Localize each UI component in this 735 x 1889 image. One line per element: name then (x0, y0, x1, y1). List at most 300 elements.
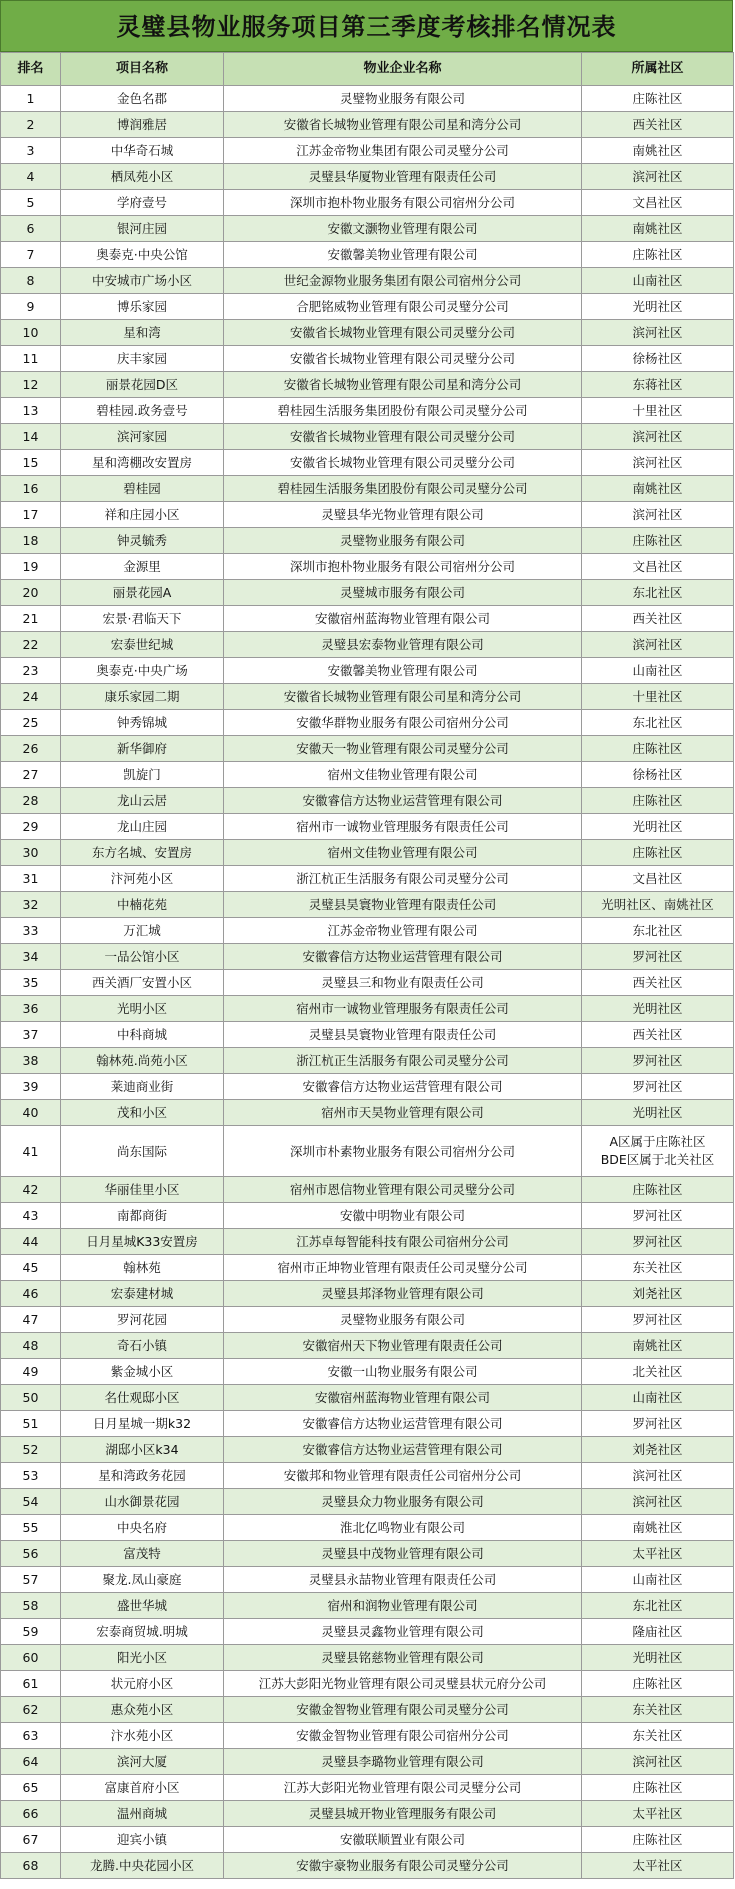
table-row (1, 1333, 734, 1359)
cell-company: 安徽华群物业服务有限公司宿州分公司 (224, 710, 582, 736)
cell-community: 庄陈社区 (582, 86, 734, 112)
cell-rank: 9 (1, 294, 61, 320)
table-row (1, 632, 734, 658)
cell-rank: 18 (1, 528, 61, 554)
cell-project: 盛世华城 (61, 1593, 224, 1619)
cell-project: 南都商街 (61, 1203, 224, 1229)
table-row (1, 112, 734, 138)
cell-company: 安徽睿信方达物业运营管理有限公司 (224, 1411, 582, 1437)
cell-rank: 58 (1, 1593, 61, 1619)
cell-rank: 49 (1, 1359, 61, 1385)
cell-project: 尚东国际 (61, 1126, 224, 1177)
cell-rank: 39 (1, 1074, 61, 1100)
cell-rank: 41 (1, 1126, 61, 1177)
cell-community: 庄陈社区 (582, 528, 734, 554)
cell-company: 安徽邦和物业管理有限责任公司宿州分公司 (224, 1463, 582, 1489)
cell-company: 灵璧县华厦物业管理有限责任公司 (224, 164, 582, 190)
cell-community: 东北社区 (582, 918, 734, 944)
table-row (1, 294, 734, 320)
cell-project: 翰林苑 (61, 1255, 224, 1281)
table-row (1, 320, 734, 346)
cell-community: 东蒋社区 (582, 372, 734, 398)
cell-project: 中华奇石城 (61, 138, 224, 164)
cell-community: 光明社区 (582, 814, 734, 840)
cell-project: 华丽佳里小区 (61, 1177, 224, 1203)
cell-company: 灵璧县昊寰物业管理有限责任公司 (224, 892, 582, 918)
cell-company: 安徽省长城物业管理有限公司星和湾分公司 (224, 684, 582, 710)
table-row (1, 580, 734, 606)
table-row (1, 1593, 734, 1619)
cell-community: 庄陈社区 (582, 1827, 734, 1853)
cell-project: 日月星城一期k32 (61, 1411, 224, 1437)
cell-community: 光明社区 (582, 996, 734, 1022)
cell-community: 光明社区 (582, 1645, 734, 1671)
cell-project: 山水御景花园 (61, 1489, 224, 1515)
table-row (1, 1853, 734, 1879)
cell-company: 安徽宿州蓝海物业管理有限公司 (224, 1385, 582, 1411)
cell-community: 罗河社区 (582, 1411, 734, 1437)
cell-project: 钟灵毓秀 (61, 528, 224, 554)
cell-community: 罗河社区 (582, 1074, 734, 1100)
cell-project: 富康首府小区 (61, 1775, 224, 1801)
cell-company: 江苏金帝物业集团有限公司灵璧分公司 (224, 138, 582, 164)
table-row (1, 1489, 734, 1515)
cell-company: 江苏大彭阳光物业管理有限公司灵璧县状元府分公司 (224, 1671, 582, 1697)
table-row (1, 1359, 734, 1385)
cell-rank: 59 (1, 1619, 61, 1645)
cell-project: 宏泰建材城 (61, 1281, 224, 1307)
cell-community: 南姚社区 (582, 476, 734, 502)
cell-project: 阳光小区 (61, 1645, 224, 1671)
cell-company: 世纪金源物业服务集团有限公司宿州分公司 (224, 268, 582, 294)
cell-rank: 20 (1, 580, 61, 606)
cell-project: 星和湾 (61, 320, 224, 346)
cell-rank: 48 (1, 1333, 61, 1359)
cell-project: 迎宾小镇 (61, 1827, 224, 1853)
cell-company: 深圳市抱朴物业服务有限公司宿州分公司 (224, 554, 582, 580)
cell-company: 安徽中明物业有限公司 (224, 1203, 582, 1229)
cell-community: 滨河社区 (582, 164, 734, 190)
table-row (1, 1307, 734, 1333)
table-row (1, 164, 734, 190)
table-row (1, 1619, 734, 1645)
cell-company: 浙江杭正生活服务有限公司灵璧分公司 (224, 866, 582, 892)
cell-project: 银河庄园 (61, 216, 224, 242)
table-row (1, 918, 734, 944)
cell-project: 光明小区 (61, 996, 224, 1022)
cell-community: 山南社区 (582, 658, 734, 684)
table-row (1, 1541, 734, 1567)
cell-rank: 17 (1, 502, 61, 528)
cell-company: 安徽睿信方达物业运营管理有限公司 (224, 944, 582, 970)
cell-community: 太平社区 (582, 1801, 734, 1827)
cell-rank: 67 (1, 1827, 61, 1853)
table-row (1, 190, 734, 216)
table-row (1, 996, 734, 1022)
cell-community: 西关社区 (582, 112, 734, 138)
table-row (1, 1671, 734, 1697)
cell-company: 安徽省长城物业管理有限公司灵璧分公司 (224, 424, 582, 450)
cell-community: 庄陈社区 (582, 242, 734, 268)
table-row (1, 86, 734, 112)
cell-project: 博乐家园 (61, 294, 224, 320)
cell-company: 浙江杭正生活服务有限公司灵璧分公司 (224, 1048, 582, 1074)
cell-rank: 34 (1, 944, 61, 970)
cell-community: 滨河社区 (582, 502, 734, 528)
cell-project: 名仕观邸小区 (61, 1385, 224, 1411)
header-company: 物业企业名称 (224, 53, 582, 86)
cell-company: 安徽天一物业管理有限公司灵璧分公司 (224, 736, 582, 762)
cell-project: 星和湾政务花园 (61, 1463, 224, 1489)
cell-project: 宏景·君临天下 (61, 606, 224, 632)
cell-community: 文昌社区 (582, 190, 734, 216)
cell-company: 深圳市抱朴物业服务有限公司宿州分公司 (224, 190, 582, 216)
cell-rank: 47 (1, 1307, 61, 1333)
cell-rank: 50 (1, 1385, 61, 1411)
cell-community: 罗河社区 (582, 1048, 734, 1074)
cell-project: 温州商城 (61, 1801, 224, 1827)
cell-project: 聚龙.凤山豪庭 (61, 1567, 224, 1593)
header-rank: 排名 (1, 53, 61, 86)
cell-rank: 32 (1, 892, 61, 918)
table-row (1, 1281, 734, 1307)
cell-community: 太平社区 (582, 1541, 734, 1567)
table-row (1, 502, 734, 528)
table-row (1, 372, 734, 398)
header-community: 所属社区 (582, 53, 734, 86)
cell-company: 灵璧物业服务有限公司 (224, 1307, 582, 1333)
cell-company: 安徽省长城物业管理有限公司星和湾分公司 (224, 372, 582, 398)
cell-project: 东方名城、安置房 (61, 840, 224, 866)
cell-project: 凯旋门 (61, 762, 224, 788)
cell-rank: 6 (1, 216, 61, 242)
cell-company: 安徽省长城物业管理有限公司灵璧分公司 (224, 320, 582, 346)
cell-community: 文昌社区 (582, 866, 734, 892)
cell-company: 灵璧县三和物业有限责任公司 (224, 970, 582, 996)
cell-company: 安徽馨美物业管理有限公司 (224, 242, 582, 268)
cell-rank: 31 (1, 866, 61, 892)
cell-company: 宿州市一诚物业管理服务有限责任公司 (224, 814, 582, 840)
table-row (1, 1255, 734, 1281)
cell-community: 东关社区 (582, 1723, 734, 1749)
table-row (1, 606, 734, 632)
table-row (1, 1775, 734, 1801)
cell-rank: 4 (1, 164, 61, 190)
table-row (1, 1100, 734, 1126)
cell-project: 汴河苑小区 (61, 866, 224, 892)
cell-community: 西关社区 (582, 1022, 734, 1048)
cell-rank: 7 (1, 242, 61, 268)
cell-rank: 42 (1, 1177, 61, 1203)
cell-project: 中楠花苑 (61, 892, 224, 918)
cell-community: 南姚社区 (582, 138, 734, 164)
cell-community: 十里社区 (582, 398, 734, 424)
cell-rank: 24 (1, 684, 61, 710)
cell-project: 惠众苑小区 (61, 1697, 224, 1723)
cell-project: 莱迪商业街 (61, 1074, 224, 1100)
cell-project: 碧桂园.政务壹号 (61, 398, 224, 424)
cell-community: 罗河社区 (582, 1203, 734, 1229)
cell-project: 西关酒厂安置小区 (61, 970, 224, 996)
cell-community: 庄陈社区 (582, 788, 734, 814)
cell-company: 宿州文佳物业管理有限公司 (224, 762, 582, 788)
cell-community: 光明社区 (582, 294, 734, 320)
cell-rank: 13 (1, 398, 61, 424)
cell-project: 奇石小镇 (61, 1333, 224, 1359)
cell-company: 宿州文佳物业管理有限公司 (224, 840, 582, 866)
cell-company: 宿州和润物业管理有限公司 (224, 1593, 582, 1619)
cell-company: 安徽省长城物业管理有限公司灵璧分公司 (224, 346, 582, 372)
cell-project: 宏泰世纪城 (61, 632, 224, 658)
table-row (1, 1437, 734, 1463)
table-row (1, 1515, 734, 1541)
table-row (1, 1567, 734, 1593)
cell-project: 富茂特 (61, 1541, 224, 1567)
table-row (1, 1723, 734, 1749)
cell-project: 奥泰克·中央公馆 (61, 242, 224, 268)
cell-rank: 26 (1, 736, 61, 762)
cell-rank: 23 (1, 658, 61, 684)
cell-company: 安徽文灏物业管理有限公司 (224, 216, 582, 242)
cell-rank: 56 (1, 1541, 61, 1567)
cell-company: 安徽睿信方达物业运营管理有限公司 (224, 788, 582, 814)
cell-project: 栖凤苑小区 (61, 164, 224, 190)
cell-project: 新华御府 (61, 736, 224, 762)
cell-project: 中安城市广场小区 (61, 268, 224, 294)
cell-rank: 35 (1, 970, 61, 996)
cell-project: 碧桂园 (61, 476, 224, 502)
cell-project: 日月星城K33安置房 (61, 1229, 224, 1255)
cell-project: 祥和庄园小区 (61, 502, 224, 528)
cell-rank: 45 (1, 1255, 61, 1281)
cell-community: 滨河社区 (582, 424, 734, 450)
cell-company: 安徽金智物业管理有限公司灵璧分公司 (224, 1697, 582, 1723)
cell-rank: 8 (1, 268, 61, 294)
cell-community: 罗河社区 (582, 944, 734, 970)
cell-community: 西关社区 (582, 606, 734, 632)
cell-company: 碧桂园生活服务集团股份有限公司灵璧分公司 (224, 398, 582, 424)
table-row (1, 1177, 734, 1203)
cell-rank: 3 (1, 138, 61, 164)
cell-rank: 53 (1, 1463, 61, 1489)
table-row (1, 1645, 734, 1671)
table-row (1, 1229, 734, 1255)
table-row (1, 528, 734, 554)
cell-company: 灵璧物业服务有限公司 (224, 528, 582, 554)
cell-rank: 38 (1, 1048, 61, 1074)
cell-project: 奥泰克·中央广场 (61, 658, 224, 684)
cell-rank: 21 (1, 606, 61, 632)
cell-company: 安徽宇豪物业服务有限公司灵璧分公司 (224, 1853, 582, 1879)
table-body (1, 86, 734, 1879)
table-row (1, 1126, 734, 1177)
cell-community: 山南社区 (582, 1385, 734, 1411)
cell-company: 灵璧县铭慈物业管理有限公司 (224, 1645, 582, 1671)
cell-community: 文昌社区 (582, 554, 734, 580)
table-row (1, 788, 734, 814)
cell-company: 安徽省长城物业管理有限公司星和湾分公司 (224, 112, 582, 138)
table-row (1, 970, 734, 996)
cell-project: 湖邸小区k34 (61, 1437, 224, 1463)
cell-company: 灵璧县中茂物业管理有限公司 (224, 1541, 582, 1567)
cell-community: 东北社区 (582, 580, 734, 606)
cell-community: 徐杨社区 (582, 762, 734, 788)
table-row (1, 1074, 734, 1100)
cell-community: 庄陈社区 (582, 1671, 734, 1697)
cell-company: 安徽省长城物业管理有限公司灵璧分公司 (224, 450, 582, 476)
cell-community: 刘尧社区 (582, 1281, 734, 1307)
cell-rank: 52 (1, 1437, 61, 1463)
cell-rank: 66 (1, 1801, 61, 1827)
sheet-title: 灵璧县物业服务项目第三季度考核排名情况表 (0, 0, 733, 52)
cell-project: 翰林苑.尚苑小区 (61, 1048, 224, 1074)
table-row (1, 346, 734, 372)
cell-rank: 63 (1, 1723, 61, 1749)
cell-company: 灵璧县永喆物业管理有限责任公司 (224, 1567, 582, 1593)
cell-rank: 68 (1, 1853, 61, 1879)
cell-company: 安徽金智物业管理有限公司宿州分公司 (224, 1723, 582, 1749)
cell-company: 安徽睿信方达物业运营管理有限公司 (224, 1437, 582, 1463)
cell-rank: 54 (1, 1489, 61, 1515)
cell-project: 状元府小区 (61, 1671, 224, 1697)
cell-project: 茂和小区 (61, 1100, 224, 1126)
cell-community: 滨河社区 (582, 632, 734, 658)
cell-company: 灵璧县宏泰物业管理有限公司 (224, 632, 582, 658)
cell-project: 宏泰商贸城.明城 (61, 1619, 224, 1645)
cell-rank: 60 (1, 1645, 61, 1671)
cell-rank: 43 (1, 1203, 61, 1229)
cell-community: 滨河社区 (582, 450, 734, 476)
cell-company: 宿州市天昊物业管理有限公司 (224, 1100, 582, 1126)
table-row (1, 1749, 734, 1775)
table-row (1, 684, 734, 710)
cell-rank: 36 (1, 996, 61, 1022)
cell-rank: 37 (1, 1022, 61, 1048)
cell-project: 汴水苑小区 (61, 1723, 224, 1749)
cell-community: 西关社区 (582, 970, 734, 996)
cell-rank: 30 (1, 840, 61, 866)
cell-community: A区属于庄陈社区 BDE区属于北关社区 (582, 1126, 734, 1177)
cell-project: 中科商城 (61, 1022, 224, 1048)
cell-project: 中央名府 (61, 1515, 224, 1541)
table-row (1, 450, 734, 476)
cell-rank: 2 (1, 112, 61, 138)
cell-rank: 19 (1, 554, 61, 580)
table-row (1, 1463, 734, 1489)
cell-community: 南姚社区 (582, 1333, 734, 1359)
table-row (1, 1203, 734, 1229)
cell-rank: 65 (1, 1775, 61, 1801)
cell-company: 安徽睿信方达物业运营管理有限公司 (224, 1074, 582, 1100)
cell-company: 灵璧县昊寰物业管理有限责任公司 (224, 1022, 582, 1048)
cell-project: 滨河大厦 (61, 1749, 224, 1775)
cell-company: 灵璧物业服务有限公司 (224, 86, 582, 112)
table-row (1, 736, 734, 762)
table-row (1, 944, 734, 970)
cell-rank: 29 (1, 814, 61, 840)
cell-company: 灵璧县城开物业管理服务有限公司 (224, 1801, 582, 1827)
cell-community: 太平社区 (582, 1853, 734, 1879)
table-row (1, 398, 734, 424)
table-row (1, 1411, 734, 1437)
table-row (1, 554, 734, 580)
table-row (1, 1385, 734, 1411)
table-row (1, 1697, 734, 1723)
table-row (1, 658, 734, 684)
cell-community: 罗河社区 (582, 1307, 734, 1333)
cell-company: 安徽一山物业服务有限公司 (224, 1359, 582, 1385)
cell-project: 金源里 (61, 554, 224, 580)
cell-company: 合肥铭威物业管理有限公司灵璧分公司 (224, 294, 582, 320)
cell-community: 山南社区 (582, 1567, 734, 1593)
cell-company: 安徽联顺置业有限公司 (224, 1827, 582, 1853)
table-row (1, 840, 734, 866)
table-row (1, 476, 734, 502)
cell-community: 滨河社区 (582, 1489, 734, 1515)
cell-rank: 16 (1, 476, 61, 502)
cell-community: 庄陈社区 (582, 1177, 734, 1203)
cell-rank: 27 (1, 762, 61, 788)
cell-company: 宿州市正坤物业管理有限责任公司灵璧分公司 (224, 1255, 582, 1281)
table-row (1, 242, 734, 268)
cell-project: 万汇城 (61, 918, 224, 944)
cell-community: 东北社区 (582, 1593, 734, 1619)
table-row (1, 1827, 734, 1853)
cell-community: 南姚社区 (582, 216, 734, 242)
cell-community: 罗河社区 (582, 1229, 734, 1255)
cell-company: 宿州市一诚物业管理服务有限责任公司 (224, 996, 582, 1022)
cell-rank: 51 (1, 1411, 61, 1437)
cell-rank: 46 (1, 1281, 61, 1307)
cell-rank: 57 (1, 1567, 61, 1593)
cell-community: 东北社区 (582, 710, 734, 736)
cell-company: 安徽宿州蓝海物业管理有限公司 (224, 606, 582, 632)
cell-community: 南姚社区 (582, 1515, 734, 1541)
cell-project: 丽景花园A (61, 580, 224, 606)
cell-rank: 33 (1, 918, 61, 944)
cell-project: 学府壹号 (61, 190, 224, 216)
cell-project: 罗河花园 (61, 1307, 224, 1333)
cell-community: 徐杨社区 (582, 346, 734, 372)
table-row (1, 1022, 734, 1048)
cell-rank: 5 (1, 190, 61, 216)
cell-community: 东关社区 (582, 1255, 734, 1281)
cell-community: 东关社区 (582, 1697, 734, 1723)
cell-rank: 44 (1, 1229, 61, 1255)
cell-project: 钟秀锦城 (61, 710, 224, 736)
cell-company: 江苏卓每智能科技有限公司宿州分公司 (224, 1229, 582, 1255)
table-row (1, 762, 734, 788)
cell-company: 淮北亿鸣物业有限公司 (224, 1515, 582, 1541)
cell-project: 庆丰家园 (61, 346, 224, 372)
cell-company: 灵璧县灵鑫物业管理有限公司 (224, 1619, 582, 1645)
cell-project: 龙山庄园 (61, 814, 224, 840)
cell-project: 星和湾棚改安置房 (61, 450, 224, 476)
cell-rank: 11 (1, 346, 61, 372)
cell-rank: 64 (1, 1749, 61, 1775)
cell-rank: 15 (1, 450, 61, 476)
cell-company: 碧桂园生活服务集团股份有限公司灵璧分公司 (224, 476, 582, 502)
cell-project: 康乐家园二期 (61, 684, 224, 710)
cell-rank: 12 (1, 372, 61, 398)
cell-company: 宿州市恩信物业管理有限公司灵璧分公司 (224, 1177, 582, 1203)
table-row (1, 866, 734, 892)
cell-rank: 25 (1, 710, 61, 736)
table-row (1, 216, 734, 242)
cell-rank: 62 (1, 1697, 61, 1723)
cell-community: 刘尧社区 (582, 1437, 734, 1463)
cell-rank: 40 (1, 1100, 61, 1126)
